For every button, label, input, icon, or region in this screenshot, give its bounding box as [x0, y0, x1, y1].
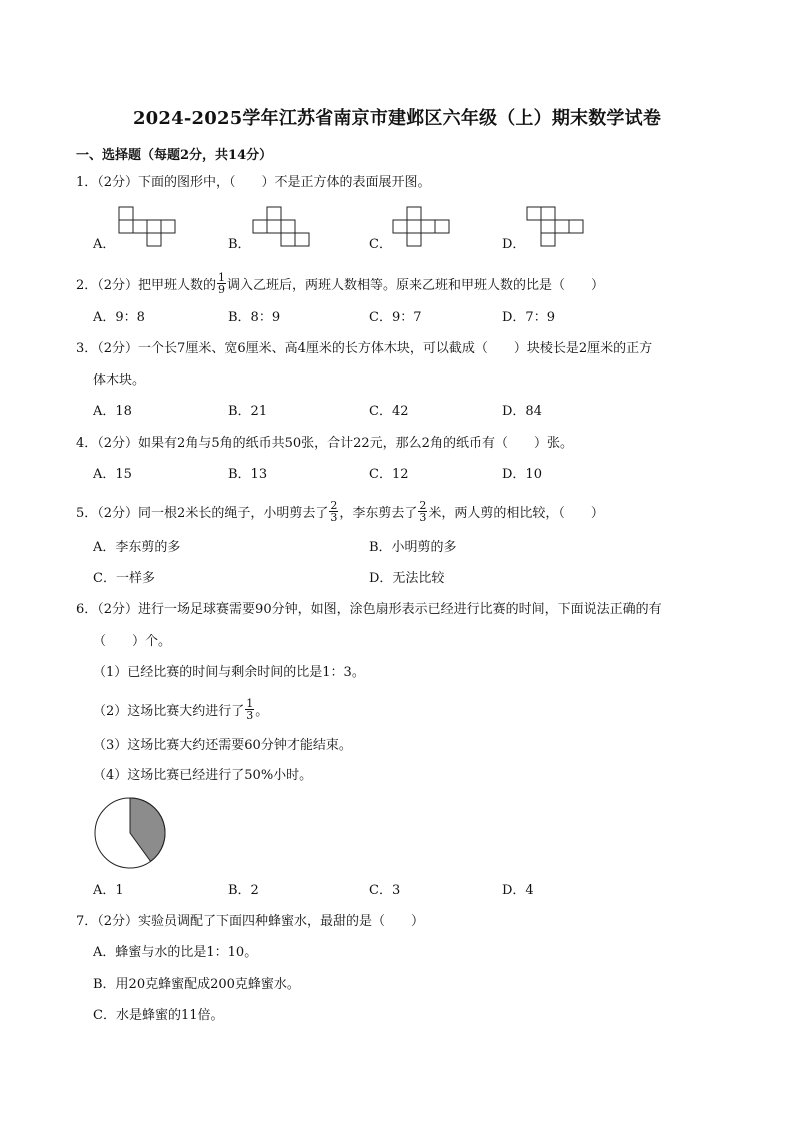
q2-frac-numerator: 1 — [218, 271, 226, 284]
q5-fraction-1 — [329, 500, 338, 523]
q6-option-a: A．1 — [93, 883, 124, 898]
q5-text-post: 米，两人剪的相比较，（ ） — [428, 506, 604, 521]
question-6-line-2: （ ）个。 — [93, 634, 172, 649]
q5-text-mid: ，李东剪去了 — [339, 506, 418, 521]
q5-fraction-2 — [418, 500, 427, 523]
q6-option-c: C．3 — [369, 883, 401, 898]
question-2 — [76, 271, 605, 297]
q5-option-c: C．一样多 — [93, 571, 155, 586]
q6-statement-4: （4）这场比赛已经进行了50%小时。 — [93, 768, 313, 783]
q6-statement-3: （3）这场比赛大约还需要60分钟才能结束。 — [93, 738, 352, 753]
q7-option-b: B．用20克蜂蜜配成200克蜂蜜水。 — [93, 977, 300, 992]
q2-text-post: 调入乙班后，两班人数相等。原来乙班和甲班人数的比是（ ） — [227, 278, 605, 293]
q4-option-b: B．13 — [228, 467, 268, 482]
q2-option-c: C．9：7 — [369, 310, 422, 325]
q2-option-a: A．9：8 — [93, 310, 145, 325]
question-4: 4．（2分）如果有2角与5角的纸币共50张，合计22元，那么2角的纸币有（ ）张。 — [76, 436, 573, 451]
q5-frac1-denominator: 3 — [330, 511, 338, 524]
q5-frac1-numerator: 2 — [330, 499, 338, 512]
q1-option-a-net — [118, 206, 176, 248]
q3-option-d: D．84 — [502, 404, 542, 419]
q5-frac2-numerator: 2 — [419, 499, 427, 512]
q2-option-b: B．8：9 — [228, 310, 281, 325]
q6-pie-figure — [92, 795, 170, 873]
q7-option-c: C．水是蜂蜜的11倍。 — [93, 1008, 224, 1023]
q2-option-d: D．7：9 — [502, 310, 555, 325]
q1-option-c-net — [392, 206, 450, 248]
q1-option-b-net — [252, 206, 310, 248]
q5-option-a: A．李东剪的多 — [93, 540, 181, 555]
question-1: 1．（2分）下面的图形中，（ ）不是正方体的表面展开图。 — [76, 175, 431, 190]
section-heading: 一、选择题（每题2分，共14分） — [76, 148, 273, 163]
q6-option-d: D．4 — [502, 883, 534, 898]
q6-s2-frac-denominator: 3 — [246, 709, 254, 722]
q1-option-a-label: A． — [93, 237, 116, 252]
q6-statement-1: （1）已经比赛的时间与剩余时间的比是1：3。 — [93, 665, 365, 680]
q4-option-a: A．15 — [93, 467, 132, 482]
q5-option-d: D．无法比较 — [369, 571, 445, 586]
q1-option-d-label: D． — [502, 237, 526, 252]
q4-option-c: C．12 — [369, 467, 409, 482]
q1-option-c-label: C． — [369, 237, 392, 252]
q5-option-b: B．小明剪的多 — [369, 540, 457, 555]
q6-s2-text-pre: （2）这场比赛大约进行了 — [93, 704, 245, 719]
question-3-line-1: 3．（2分）一个长7厘米、宽6厘米、高4厘米的长方体木块，可以截成（ ）块棱长是2厘米的正方 — [76, 341, 653, 356]
q6-option-b: B．2 — [228, 883, 259, 898]
q3-option-a: A．18 — [93, 404, 132, 419]
q3-option-b: B．21 — [228, 404, 268, 419]
q3-option-c: C．42 — [369, 404, 409, 419]
q1-option-d-net — [526, 206, 584, 248]
q2-frac-denominator: 9 — [218, 283, 226, 296]
q6-s2-frac-numerator: 1 — [246, 697, 254, 710]
q5-frac2-denominator: 3 — [419, 511, 427, 524]
q4-option-d: D．10 — [502, 467, 542, 482]
q2-fraction — [217, 272, 226, 295]
q6-s2-text-post: 。 — [255, 704, 269, 719]
question-5 — [76, 499, 604, 525]
q2-text-pre: 2．（2分）把甲班人数的 — [76, 278, 217, 293]
question-3-line-2: 体木块。 — [93, 373, 146, 388]
question-6-line-1: 6．（2分）进行一场足球赛需要90分钟，如图，涂色扇形表示已经进行比赛的时间，下面说法正确的有 — [76, 602, 662, 617]
question-7: 7．（2分）实验员调配了下面四种蜂蜜水，最甜的是（ ） — [76, 914, 425, 929]
q6-s2-fraction — [245, 698, 254, 721]
q6-statement-2 — [93, 697, 269, 723]
page-title: 2024-2025学年江苏省南京市建邺区六年级（上）期末数学试卷 — [132, 108, 662, 129]
q7-option-a: A．蜂蜜与水的比是1：10。 — [93, 945, 258, 960]
q5-text-pre: 5．（2分）同一根2米长的绳子，小明剪去了 — [76, 506, 329, 521]
q1-option-b-label: B． — [228, 237, 251, 252]
